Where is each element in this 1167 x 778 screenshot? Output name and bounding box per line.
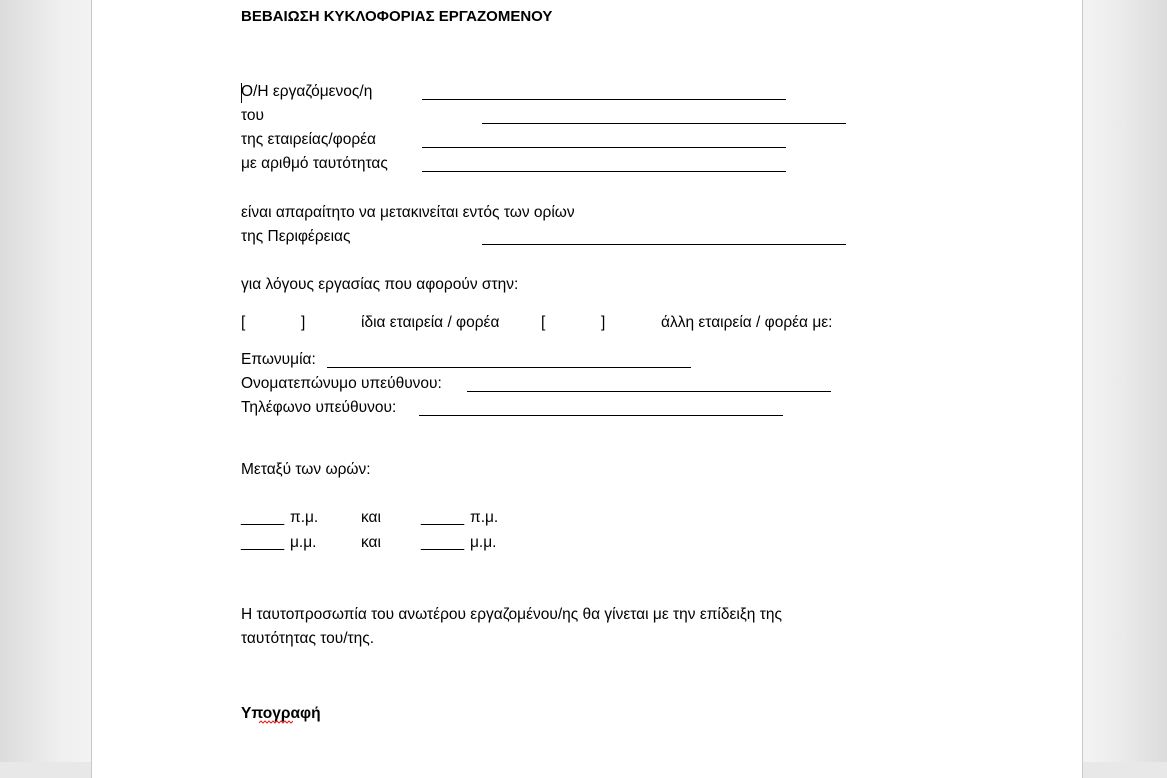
responsible-phone-blank-line[interactable] [419, 415, 783, 416]
of-label: του [241, 107, 265, 124]
other-company-bracket-close[interactable]: ] [601, 314, 606, 331]
document-title: ΒΕΒΑΙΩΣΗ ΚΥΚΛΟΦΟΡΙΑΣ ΕΡΓΑΖΟΜΕΝΟΥ [241, 8, 553, 25]
hours-pm-from-unit: μ.μ. [290, 534, 317, 551]
region-blank-line[interactable] [482, 244, 846, 245]
identity-text-line2: ταυτότητας του/της. [241, 630, 375, 647]
company-blank-line[interactable] [422, 147, 786, 148]
responsible-name-blank-line[interactable] [467, 391, 831, 392]
hours-pm-and: και [361, 534, 381, 551]
company-label: της εταιρείας/φορέα [241, 131, 377, 148]
of-blank-line[interactable] [482, 123, 846, 124]
hours-am-to-blank[interactable]: _____ [421, 509, 465, 526]
hours-am-and: και [361, 509, 381, 526]
other-company-option: άλλη εταιρεία / φορέα με: [661, 314, 833, 331]
responsible-name-label: Ονοματεπώνυμο υπεύθυνου: [241, 375, 442, 392]
same-company-bracket-open[interactable]: [ [241, 314, 246, 331]
id-blank-line[interactable] [422, 171, 786, 172]
id-label: με αριθμό ταυτότητας [241, 155, 388, 172]
hours-label: Μεταξύ των ωρών: [241, 461, 371, 478]
same-company-option: ίδια εταιρεία / φορέα [361, 314, 500, 331]
employee-blank-line[interactable] [422, 99, 786, 100]
other-company-bracket-open[interactable]: [ [541, 314, 546, 331]
hours-pm-to-unit: μ.μ. [470, 534, 497, 551]
hours-pm-from-blank[interactable]: _____ [241, 534, 285, 551]
movement-text: είναι απαραίτητο να μετακινείται εντός των ορίων [241, 204, 575, 221]
hours-pm-to-blank[interactable]: _____ [421, 534, 465, 551]
reason-text: για λόγους εργασίας που αφορούν στην: [241, 276, 519, 293]
hours-am-to-unit: π.μ. [470, 509, 499, 526]
same-company-bracket-close[interactable]: ] [301, 314, 306, 331]
company-name-blank-line[interactable] [327, 367, 691, 368]
company-name-label: Επωνυμία: [241, 351, 316, 368]
responsible-phone-label: Τηλέφωνο υπεύθυνου: [241, 399, 397, 416]
spellcheck-squiggle-icon [259, 720, 293, 724]
document-page[interactable] [91, 0, 1083, 778]
region-label: της Περιφέρειας [241, 228, 351, 245]
signature-label: Υπογραφή [241, 705, 321, 722]
employee-label: Ο/Η εργαζόμενος/η [241, 83, 373, 100]
hours-am-from-unit: π.μ. [290, 509, 319, 526]
hours-am-from-blank[interactable]: _____ [241, 509, 285, 526]
identity-text-line1: Η ταυτοπροσωπία του ανωτέρου εργαζομένου/ης θα γίνεται με την επίδειξη της [241, 606, 782, 623]
